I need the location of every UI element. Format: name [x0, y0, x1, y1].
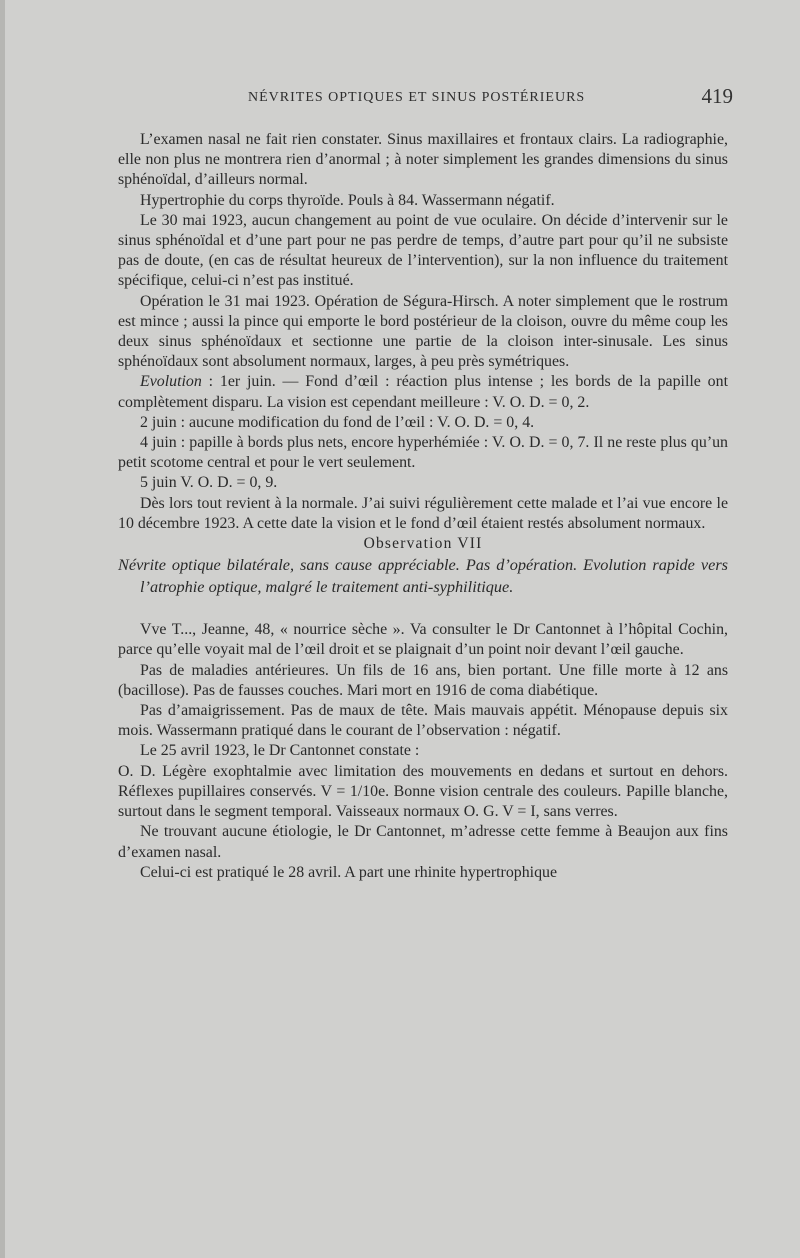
paragraph: 4 juin : papille à bords plus nets, encore hyperhémiée : V. O. D. = 0, 7. Il ne reste plus qu’un petit scotome central et pour le vert seulement.	[118, 434, 728, 472]
evolution-label: Evolution	[140, 373, 202, 391]
page-number: 419	[701, 84, 733, 108]
paragraph: Le 25 avril 1923, le Dr Cantonnet constate :	[140, 742, 420, 760]
paragraph: Opération le 31 mai 1923. Opération de Ségura-Hirsch. A noter simplement que le rostrum est mince ; aussi la pince qui emporte le bord postérieur de la cloison, ouvre du même coup les deux sinus sphénoïdaux et sectionne une partie de la cloison inter-sinusale. Les sinus sphénoïdaux sont absolument normaux, larges, à peu près symétriques.	[118, 292, 728, 371]
paragraph: Celui-ci est pratiqué le 28 avril. A part une rhinite hypertrophique	[140, 863, 558, 881]
evolution-paragraph	[118, 372, 728, 412]
paragraph: Ne trouvant aucune étiologie, le Dr Cantonnet, m’adresse cette femme à Beaujon aux fins d’examen nasal.	[118, 823, 728, 861]
paragraph: 5 juin V. O. D. = 0, 9.	[140, 474, 278, 492]
paragraph: O. D. Légère exophtalmie avec limitation des mouvements en dedans et surtout en dehors. Réflexes pupillaires conservés. V = 1/10e. Bonne vision centrale des couleurs. Papille blanche, surtout dans le segment temporal. Vaisseaux normaux O. G. V = I, sans verres.	[118, 762, 728, 821]
running-title: NÉVRITES OPTIQUES ET SINUS POSTÉRIEURS	[248, 90, 586, 105]
paragraph: Vve T..., Jeanne, 48, « nourrice sèche ». Va consulter le Dr Cantonnet à l’hôpital Cochin, parce qu’elle voyait mal de l’œil droit et se plaignait d’un point noir devant l’œil gauche.	[118, 621, 728, 659]
body-text	[118, 130, 728, 883]
evolution-text: : 1er juin. — Fond d’œil : réaction plus intense ; les bords de la papille ont complètement disparu. La vision est cependant meilleure : V. O. D. = 0, 2.	[118, 373, 728, 411]
paragraph: 2 juin : aucune modification du fond de l’œil : V. O. D. = 0, 4.	[140, 413, 535, 431]
paragraph: Dès lors tout revient à la normale. J’ai suivi régulièrement cette malade et l’ai vue encore le 10 décembre 1923. A cette date la vision et le fond d’œil étaient restés absolument normaux.	[118, 494, 728, 532]
observation-subtitle: Névrite optique bilatérale, sans cause appréciable. Pas d’opération. Evolution rapide vers l’atrophie optique, malgré le traitement anti-syphilitique.	[118, 555, 728, 597]
observation-title: Observation VII	[363, 535, 483, 553]
page-header	[135, 84, 735, 112]
paragraph: Hypertrophie du corps thyroïde. Pouls à 84. Wassermann négatif.	[140, 191, 555, 209]
paragraph: Le 30 mai 1923, aucun changement au point de vue oculaire. On décide d’intervenir sur le sinus sphénoïdal et d’une part pour ne pas perdre de temps, d’autre part pour qu’il ne subsiste pas de doute, (en cas de résultat heureux de l’intervention), sur la non influence du traitement spécifique, celui-ci n’est pas institué.	[118, 211, 728, 290]
paragraph: Pas de maladies antérieures. Un fils de 16 ans, bien portant. Une fille morte à 12 ans (bacillose). Pas de fausses couches. Mari mort en 1916 de coma diabétique.	[118, 661, 728, 699]
paragraph: L’examen nasal ne fait rien constater. Sinus maxillaires et frontaux clairs. La radiographie, elle non plus ne montrera rien d’anormal ; à noter simplement les grandes dimensions du sinus sphénoïdal, d’ailleurs normal.	[118, 131, 728, 189]
paragraph: Pas d’amaigrissement. Pas de maux de tête. Mais mauvais appétit. Ménopause depuis six mois. Wassermann pratiqué dans le courant de l’observation : négatif.	[118, 702, 728, 740]
